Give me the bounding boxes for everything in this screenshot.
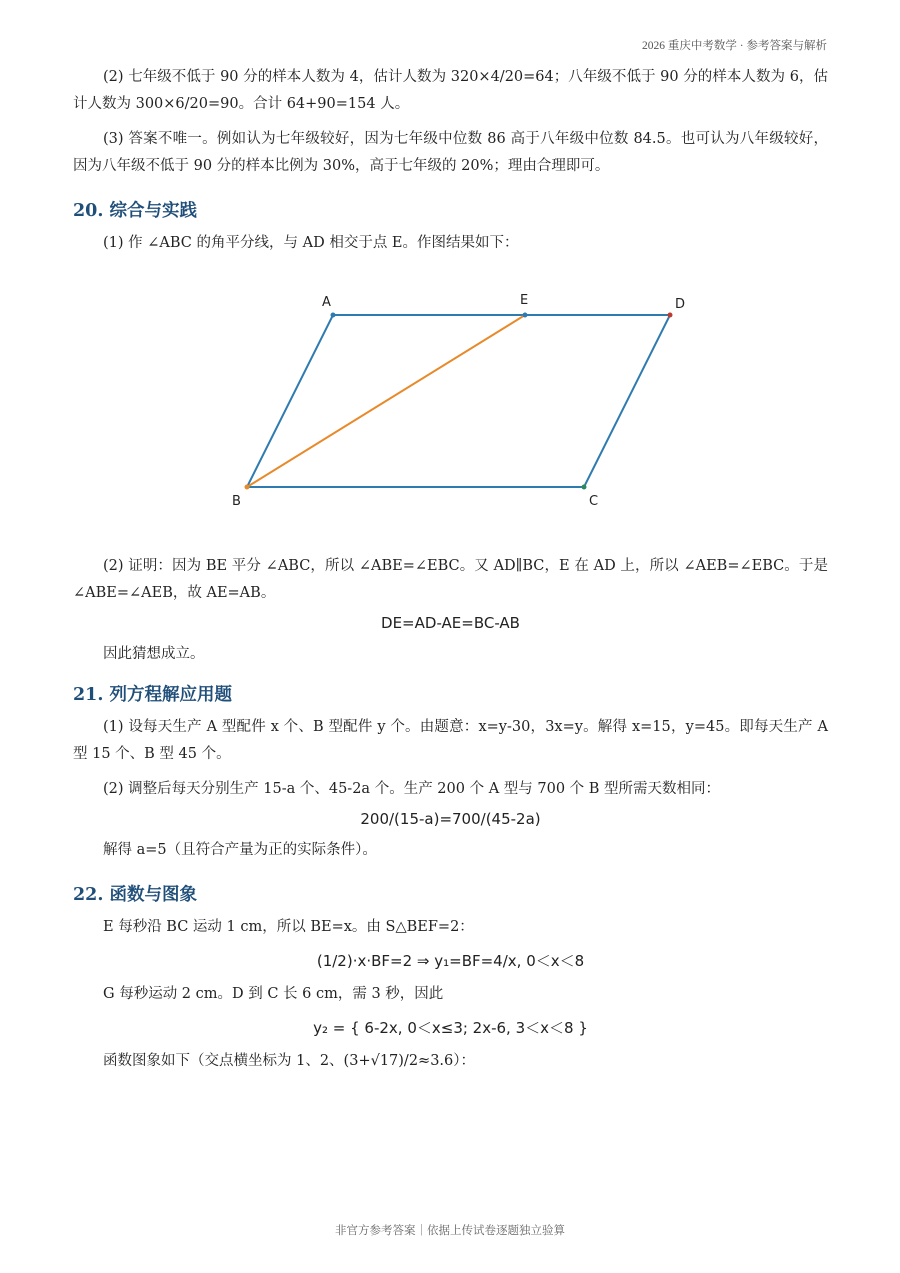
label-a: A <box>322 295 331 310</box>
q22-formula-2: y₂ = { 6-2x, 0＜x≤3; 2x-6, 3＜x＜8 } <box>313 1019 588 1037</box>
q19-part3: (3) 答案不唯一。例如认为七年级较好，因为七年级中位数 86 高于八年级中位数 84.5。也可认为八年级较好，因为八年级不低于 90 分的样本比例为 30%，高于七年级的 20%；理由合理即可。 <box>73 131 828 174</box>
q21-part2: (2) 调整后每天分别生产 15-a 个、45-2a 个。生产 200 个 A 型与 700 个 B 型所需天数相同： <box>103 781 721 797</box>
q20-formula: DE=AD-AE=BC-AB <box>381 614 520 632</box>
label-b: B <box>232 494 241 509</box>
q22-part1: E 每秒沿 BC 运动 1 cm，所以 BE=x。由 S△BEF=2： <box>103 919 474 935</box>
bisector-be <box>247 315 525 487</box>
point-e-dot <box>523 313 528 318</box>
point-d-dot <box>668 313 673 318</box>
q22-part3: 函数图象如下（交点横坐标为 1、2、(3+√17)/2≈3.6）： <box>103 1053 476 1069</box>
q21-part1: (1) 设每天生产 A 型配件 x 个、B 型配件 y 个。由题意：x=y-30，3x=y。解得 x=15，y=45。即每天生产 A 型 15 个、B 型 45 个。 <box>73 719 828 762</box>
point-b-dot <box>245 485 250 490</box>
label-c: C <box>589 494 599 509</box>
q20-part1: (1) 作 ∠ABC 的角平分线，与 AD 相交于点 E。作图结果如下： <box>103 235 519 251</box>
q21-part3: 解得 a=5（且符合产量为正的实际条件）。 <box>103 842 377 858</box>
page-content <box>73 64 828 1075</box>
parallelogram-figure <box>73 263 828 553</box>
q21-formula: 200/(15-a)=700/(45-2a) <box>360 810 541 828</box>
q20-part3: 因此猜想成立。 <box>103 646 205 662</box>
point-a-dot <box>331 313 336 318</box>
q22-formula-1: (1/2)·x·BF=2 ⇒ y₁=BF=4/x, 0＜x＜8 <box>316 952 585 970</box>
q19-part2: (2) 七年级不低于 90 分的样本人数为 4，估计人数为 320×4/20=64；八年级不低于 90 分的样本人数为 6，估计人数为 300×6/20=90。合计 64+90=154 人。 <box>73 69 828 112</box>
parallelogram-svg <box>73 263 828 553</box>
page-header: 2026 重庆中考数学 · 参考答案与解析 <box>642 40 827 52</box>
parallelogram-abcd <box>247 315 670 487</box>
q22-title: 22. 函数与图象 <box>73 885 198 905</box>
q22-part2: G 每秒运动 2 cm。D 到 C 长 6 cm，需 3 秒，因此 <box>103 986 444 1002</box>
q21-title: 21. 列方程解应用题 <box>73 685 233 705</box>
label-d: D <box>675 297 686 312</box>
q20-part2: (2) 证明：因为 BE 平分 ∠ABC，所以 ∠ABE=∠EBC。又 AD∥BC，E 在 AD 上，所以 ∠AEB=∠EBC。于是 ∠ABE=∠AEB，故 AE=AB。 <box>73 558 828 601</box>
label-e: E <box>520 293 529 308</box>
point-c-dot <box>582 485 587 490</box>
page-footer: 非官方参考答案｜依据上传试卷逐题独立验算 <box>335 1223 565 1237</box>
q20-title: 20. 综合与实践 <box>73 201 198 221</box>
